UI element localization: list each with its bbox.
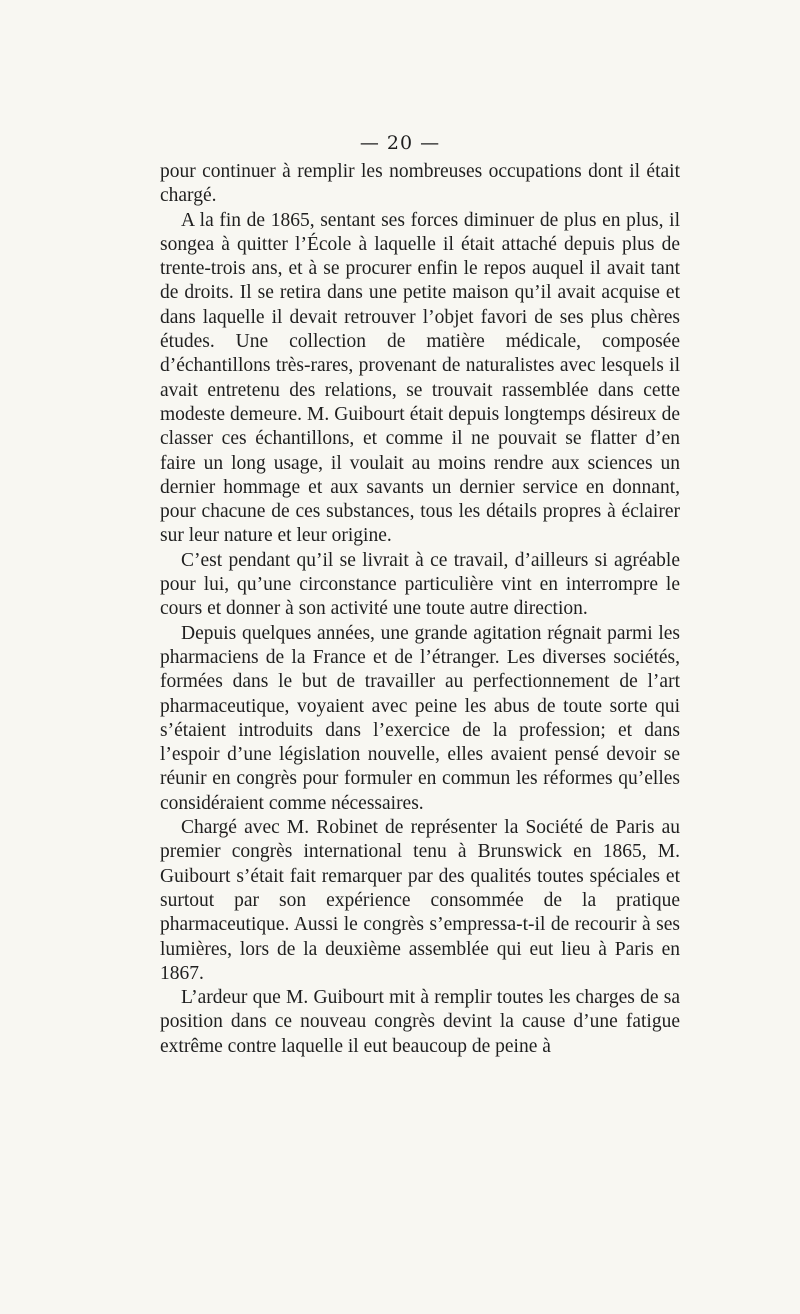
paragraph: A la fin de 1865, sentant ses forces diminuer de plus en plus, il songea à quitter l’École à laquelle il était attaché depuis plus de trente-trois ans, et à se procurer enfin le repos auquel il avait tant de droits. Il se retira dans une petite maison qu’il avait acquise et dans laquelle il devait retrouver l’objet favori de ses plus chères études. Une collection de matière médicale, composée d’échantillons très-rares, provenant de naturalistes avec lesquels il avait entretenu des relations, se trouvait rassemblée dans cette modeste demeure. M. Guibourt était depuis longtemps désireux de classer ces échantillons, et comme il ne pouvait se flatter d’en faire un long usage, il voulait au moins rendre aux sciences un dernier hommage et aux savants un dernier service en donnant, pour chacune de ces substances, tous les détails propres à éclairer sur leur nature et leur origine. <box>160 209 680 547</box>
body-text <box>160 160 680 1059</box>
paragraph-continuation: pour continuer à remplir les nombreuses occupations dont il était chargé. <box>160 161 680 207</box>
paragraph: L’ardeur que M. Guibourt mit à remplir toutes les charges de sa position dans ce nouveau congrès devint la cause d’une fatigue extrême contre laquelle il eut beaucoup de peine à <box>160 987 680 1057</box>
page-number: — 20 — <box>359 132 441 154</box>
paragraph: Chargé avec M. Robinet de représenter la Société de Paris au premier congrès international tenu à Brunswick en 1865, M. Guibourt s’était fait remarquer par des qualités toutes spéciales et surtout par son expérience consommée de la pratique pharmaceutique. Aussi le congrès s’empressa-t-il de recourir à ses lumières, lors de la deuxième assemblée qui eut lieu à Paris en 1867. <box>160 817 680 984</box>
paragraph: C’est pendant qu’il se livrait à ce travail, d’ailleurs si agréable pour lui, qu’une circonstance particulière vint en interrompre le cours et donner à son activité une toute autre direction. <box>160 549 680 620</box>
paragraph: Depuis quelques années, une grande agitation régnait parmi les pharmaciens de la France et de l’étranger. Les diverses sociétés, formées dans le but de travailler au perfectionnement de l’art pharmaceutique, voyaient avec peine les abus de toute sorte qui s’étaient introduits dans l’exercice de la profession; et dans l’espoir d’une législation nouvelle, elles avaient pensé devoir se réunir en congrès pour formuler en commun les réformes qu’elles considéraient comme nécessaires. <box>160 622 680 814</box>
